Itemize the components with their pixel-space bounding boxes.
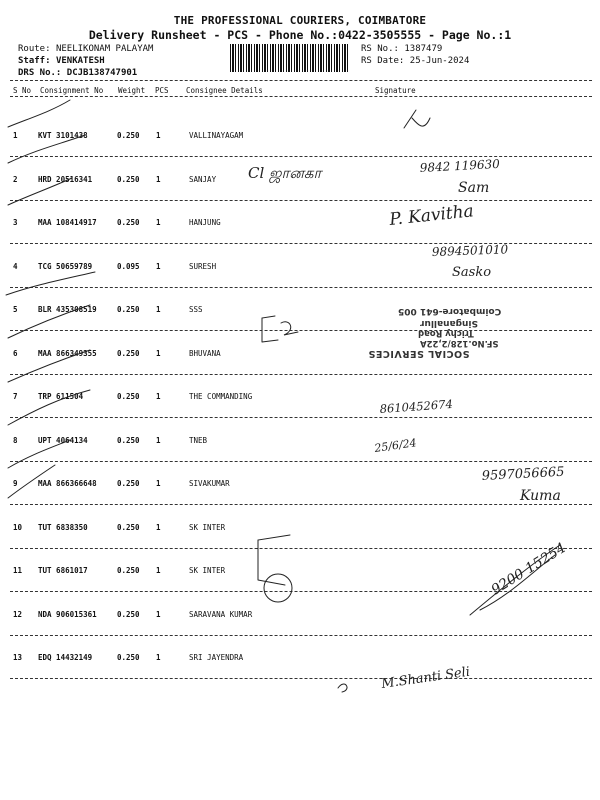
table-row	[0, 262, 600, 306]
row-weight: 0.250	[117, 610, 140, 619]
row-separator	[10, 417, 592, 418]
row-separator	[10, 156, 592, 157]
table-row	[0, 349, 600, 393]
row-consignee: SK INTER	[189, 523, 226, 532]
row-consignment-no: KVT 3101438	[38, 131, 88, 140]
row-weight: 0.250	[117, 653, 140, 662]
route-line	[18, 44, 153, 54]
row-separator	[10, 678, 592, 679]
row-consignee: HANJUNG	[189, 218, 221, 227]
row-consignee: SANJAY	[189, 175, 217, 184]
table-row	[0, 523, 600, 567]
table-row	[0, 175, 600, 219]
staff-label: Staff:	[18, 56, 51, 66]
row-weight: 0.250	[117, 392, 140, 401]
row-sno: 4	[13, 262, 18, 271]
table-row	[0, 305, 600, 349]
row-separator	[10, 548, 592, 549]
rs-date-value: 25-Jun-2024	[409, 56, 470, 66]
row-sno: 7	[13, 392, 18, 401]
row-separator	[10, 287, 592, 288]
row-consignee: SK INTER	[189, 566, 226, 575]
row-pcs: 1	[156, 610, 161, 619]
table-row	[0, 566, 600, 610]
row-pcs: 1	[156, 566, 161, 575]
row-consignment-no: TCG 50659789	[38, 262, 93, 271]
table-row	[0, 653, 600, 697]
row-consignee: SURESH	[189, 262, 217, 271]
row-weight: 0.250	[117, 349, 140, 358]
rs-date-label: RS Date:	[361, 56, 405, 66]
rs-no-label: RS No.:	[361, 44, 399, 54]
row-pcs: 1	[156, 218, 161, 227]
row2-handwritten-phone: 9842 119630	[419, 156, 501, 175]
row1-signature-icon	[404, 110, 430, 128]
row-consignment-no: TUT 6861017	[38, 566, 88, 575]
row-consignment-no: MAA 866366648	[38, 479, 97, 488]
table-row	[0, 218, 600, 262]
row-sno: 3	[13, 218, 18, 227]
row-separator	[10, 330, 592, 331]
row-pcs: 1	[156, 349, 161, 358]
row-separator	[10, 461, 592, 462]
route-value: NEELIKONAM PALAYAM	[55, 44, 154, 54]
row-weight: 0.095	[117, 262, 140, 271]
drs-line	[18, 68, 137, 78]
row9-handwritten-phone: 9597056665	[481, 464, 565, 484]
company-title: THE PROFESSIONAL COURIERS, COIMBATORE	[173, 14, 427, 27]
row-consignment-no: MAA 108414917	[38, 218, 97, 227]
row4-handwritten-sign: Sasko	[452, 265, 492, 280]
table-row	[0, 610, 600, 654]
stamp-line-3: Trichy Road	[418, 328, 474, 338]
row-pcs: 1	[156, 131, 161, 140]
col-header-consignment: Consignment No	[40, 86, 104, 95]
row4-handwritten-phone: 9894501010	[431, 242, 509, 259]
row-sno: 6	[13, 349, 18, 358]
header-rule-bottom	[10, 96, 592, 97]
row-sno: 8	[13, 436, 18, 445]
stamp-line-1: SOCIAL SERVICES	[368, 348, 470, 359]
row-consignee: THE COMMANDING	[189, 392, 253, 401]
row-pcs: 1	[156, 523, 161, 532]
row8-handwritten-date: 25/6/24	[373, 436, 418, 455]
row3-handwritten-sign: P. Kavitha	[388, 201, 475, 230]
row2-handwritten-sign: Sam	[458, 180, 490, 196]
row-weight: 0.250	[117, 218, 140, 227]
row-separator	[10, 504, 592, 505]
table-row	[0, 436, 600, 480]
stamp-line-5: Coimbatore-641 005	[398, 306, 502, 316]
row-consignment-no: HRD 20516341	[38, 175, 93, 184]
row9-handwritten-sign: Kuma	[520, 488, 561, 504]
drs-value: DCJB138747901	[66, 68, 138, 78]
table-row	[0, 131, 600, 175]
row2-handwritten-name: Cl ஜானகா	[248, 164, 322, 182]
row-sno: 12	[13, 610, 23, 619]
row11-handwritten-note: 9200 15254	[488, 539, 569, 599]
row-weight: 0.250	[117, 131, 140, 140]
row13-handwritten-sign: M.Shanti Seli	[380, 664, 471, 692]
row-pcs: 1	[156, 262, 161, 271]
row-pcs: 1	[156, 436, 161, 445]
row-consignee: TNEB	[189, 436, 208, 445]
header-rule-top	[10, 80, 592, 81]
row-consignee: SIVAKUMAR	[189, 479, 230, 488]
row-consignment-no: TUT 6838350	[38, 523, 88, 532]
row-pcs: 1	[156, 175, 161, 184]
row-sno: 10	[13, 523, 23, 532]
row-separator	[10, 374, 592, 375]
col-header-pcs: PCS	[155, 86, 169, 95]
row-weight: 0.250	[117, 523, 140, 532]
row-pcs: 1	[156, 653, 161, 662]
row-consignee: BHUVANA	[189, 349, 221, 358]
row-consignee: SSS	[189, 305, 203, 314]
rs-no-value: 1387479	[404, 44, 443, 54]
row-weight: 0.250	[117, 479, 140, 488]
table-row	[0, 392, 600, 436]
rs-no-line	[361, 44, 442, 54]
drs-label: DRS No.:	[18, 68, 62, 78]
col-header-sno: S No	[13, 86, 32, 95]
row-sno: 13	[13, 653, 23, 662]
table-row	[0, 479, 600, 523]
col-header-signature: Signature	[375, 86, 416, 95]
row-weight: 0.250	[117, 566, 140, 575]
row-consignee: SARAVANA KUMAR	[189, 610, 253, 619]
row-separator	[10, 200, 592, 201]
row-sno: 1	[13, 131, 18, 140]
runsheet-subtitle: Delivery Runsheet - PCS - Phone No.:0422-3505555 - Page No.:1	[88, 28, 512, 42]
row-sno: 11	[13, 566, 23, 575]
row-pcs: 1	[156, 479, 161, 488]
row-pcs: 1	[156, 392, 161, 401]
row-consignment-no: TRP 611504	[38, 392, 84, 401]
row-consignment-no: UPT 4064134	[38, 436, 88, 445]
row-consignee: VALLINAYAGAM	[189, 131, 244, 140]
row-consignee: SRI JAYENDRA	[189, 653, 244, 662]
row-weight: 0.250	[117, 436, 140, 445]
row-weight: 0.250	[117, 175, 140, 184]
row-separator	[10, 243, 592, 244]
row-separator	[10, 591, 592, 592]
row7-handwritten-phone: 8610452674	[379, 396, 454, 416]
row-consignment-no: EDQ 14432149	[38, 653, 93, 662]
staff-value: VENKATESH	[55, 56, 105, 66]
row-pcs: 1	[156, 305, 161, 314]
row-consignment-no: NDA 906015361	[38, 610, 97, 619]
stamp-line-4: Singanallur	[420, 318, 478, 328]
row-separator	[10, 635, 592, 636]
barcode	[230, 44, 350, 72]
col-header-weight: Weight	[118, 86, 146, 95]
rs-date-line	[361, 56, 469, 66]
row-weight: 0.250	[117, 305, 140, 314]
tick-mark	[8, 100, 70, 127]
route-label: Route:	[18, 44, 51, 54]
row-sno: 2	[13, 175, 18, 184]
stamp-line-2: SF.No.128/2,22A	[420, 338, 499, 348]
row-sno: 9	[13, 479, 18, 488]
row-consignment-no: MAA 866349355	[38, 349, 97, 358]
row-sno: 5	[13, 305, 18, 314]
row-consignment-no: BLR 435308519	[38, 305, 97, 314]
staff-line	[18, 56, 105, 66]
col-header-consignee: Consignee Details	[186, 86, 263, 95]
